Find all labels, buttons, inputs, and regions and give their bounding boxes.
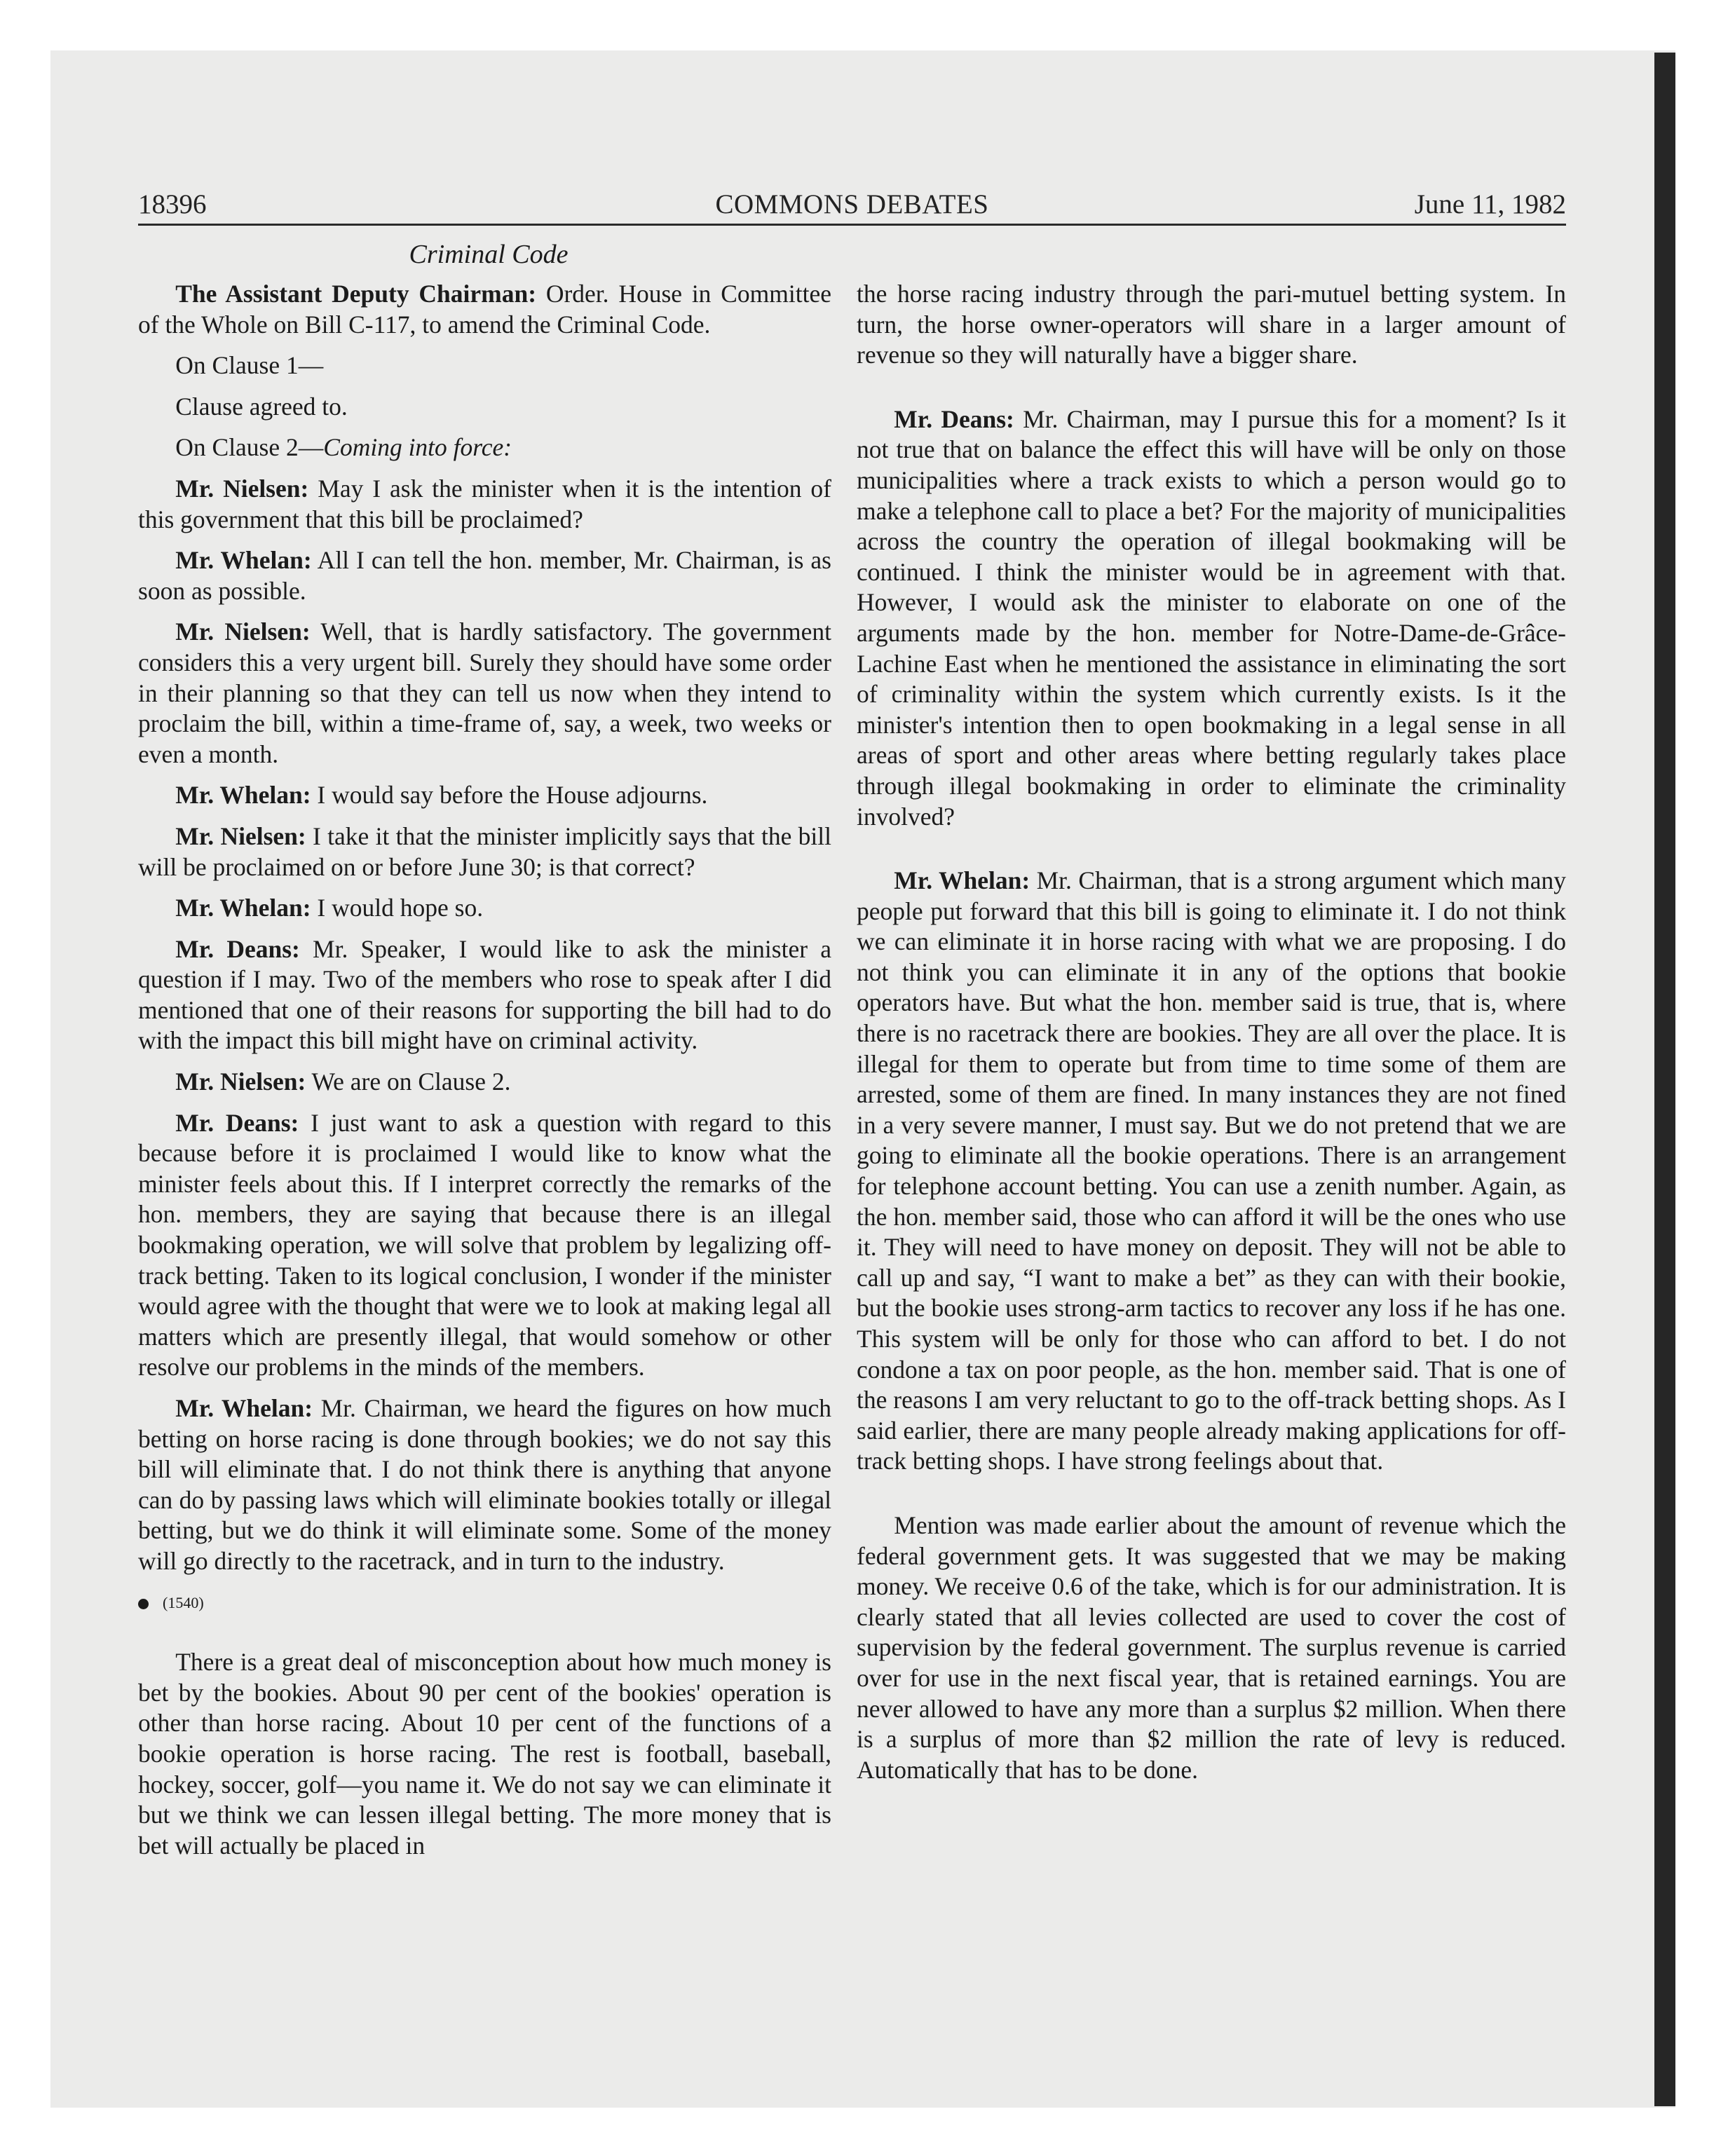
- speech-text: There is a great deal of misconception about how much money is bet by the bookies. About 90 per cent of the bookies' operation is other than horse racing. About 10 per cent of the functions of a bookie operation is horse racing. The rest is football, baseball, hockey, soccer, golf—you name it. We do not say we can eliminate it but we think we can lessen illegal betting. The more money that is bet will actually be placed in: [138, 1648, 831, 1860]
- paragraph: [138, 545, 831, 606]
- speaker: The Assistant Deputy Chairman:: [175, 280, 537, 308]
- paragraph: [138, 780, 831, 811]
- speaker: Mr. Deans:: [175, 1108, 299, 1137]
- header-rule: [138, 224, 1566, 226]
- speech-text: Mr. Chairman, that is a strong argument which many people put forward that this bill is going to eliminate it. I do not think we can eliminate it in horse racing with what we are proposing. I do not think you can eliminate it in any of the options that bookie operators have. But what the hon. member said is true, that is, where there is no racetrack there are bookies. They are all over the place. It is illegal for them to operate but from time to time some of them are arrested, some of them are fined. In many instances they are not fined in a very severe manner, I must say. But we do not pretend that we are going to eliminate all the bookie operations. There is an arrangement for telephone account betting. You can use a zenith number. Again, as the hon. member said, those who can afford it will be the ones who use it. They will need to have money on deposit. They will not be able to call up and say, “I want to make a bet” as they can with their bookie, but the bookie uses strong-arm tactics to recover any loss if he has one. This system will be only for those who can afford to bet. I do not condone a tax on poor people, as the hon. member said. That is one of the reasons I am very reluctant to go to the off-track betting shops. As I said earlier, there are many people already making applications for off-track betting shops. I have strong feelings about that.: [857, 866, 1566, 1475]
- speech-text: Well, that is hardly satisfactory. The government considers this a very urgent bill. Surely they should have some order in their planning so that they can tell us now when they intend to proclaim the bill, within a time-frame of, say, a week, two weeks or even a month.: [138, 618, 832, 768]
- speech-text: Order. House in Committee of the Whole on Bill C-117, to amend the Criminal Code.: [138, 280, 831, 339]
- speech-text: I would say before the House adjourns.: [311, 781, 708, 810]
- speech-text: Mr. Chairman, may I pursue this for a moment? Is it not true that on balance the effect this will have will be only on those municipalities where a track exists to which a person would go to make a telephone call to place a bet? For the majority of municipalities across the country the operation of illegal bookmaking will be continued. I think the minister would be in agreement with that. However, I would ask the minister to elaborate on one of the arguments made by the hon. member for Notre-Dame-de-Grâce-Lachine East when he mentioned the assistance in eliminating the sort of criminality within the system which currently exists. Is it the minister's intention then to open bookmaking in a legal sense in all areas of sport and other areas where betting regularly takes place through illegal bookmaking in order to eliminate the criminality involved?: [857, 404, 1566, 831]
- paragraph: [138, 617, 831, 770]
- paragraph: [138, 1647, 831, 1861]
- scan-edge-shadow: [1654, 53, 1675, 2106]
- speech-text: Mr. Chairman, we heard the figures on how much betting on horse racing is done through bookies; we do not say this bill will eliminate that. I do not think there is anything that anyone can do by passing laws which will eliminate bookies totally or illegal betting, but we do think it will eliminate some. Some of the money will go directly to the racetrack, and in turn to the industry.: [138, 1394, 831, 1575]
- speaker: Mr. Nielsen:: [175, 474, 309, 503]
- speaker: Mr. Whelan:: [894, 866, 1030, 895]
- clause-text: Clause agreed to.: [175, 392, 348, 421]
- paragraph: [138, 279, 831, 340]
- paragraph: [138, 432, 831, 463]
- speaker: Mr. Whelan:: [175, 1394, 313, 1422]
- page-header: [138, 184, 1566, 226]
- speaker: Mr. Whelan:: [175, 546, 312, 575]
- page-date: June 11, 1982: [1414, 189, 1566, 219]
- paragraph: [138, 474, 831, 535]
- paragraph: [857, 1510, 1566, 1785]
- time-stamp: (1540): [163, 1593, 204, 1611]
- paragraph: [857, 279, 1566, 371]
- speech-text: May I ask the minister when it is the intention of this government that this bill be proclaimed?: [138, 474, 831, 533]
- speaker: Mr. Whelan:: [175, 781, 311, 810]
- publication-title: COMMONS DEBATES: [715, 189, 989, 219]
- time-marker: [138, 1588, 831, 1618]
- paragraph: [138, 1067, 831, 1098]
- speaker: Mr. Nielsen:: [175, 821, 306, 850]
- paragraph: [857, 404, 1566, 832]
- right-column: [857, 279, 1566, 1796]
- paragraph: [138, 350, 831, 381]
- speech-text: We are on Clause 2.: [306, 1067, 511, 1096]
- paragraph: [138, 893, 831, 924]
- clause-text: On Clause 1—: [175, 351, 324, 380]
- speech-text: the horse racing industry through the pari-mutuel betting system. In turn, the horse owner-operators will share in a larger amount of revenue so they will naturally have a bigger share.: [857, 280, 1566, 369]
- speech-text: I would hope so.: [311, 894, 484, 922]
- speaker: Mr. Whelan:: [175, 894, 311, 922]
- speaker: Mr. Nielsen:: [175, 1067, 306, 1096]
- paragraph: [138, 1108, 831, 1383]
- speaker: Mr. Deans:: [175, 934, 300, 963]
- speaker: Mr. Nielsen:: [175, 618, 311, 646]
- speech-text: I just want to ask a question with regard to this because before it is proclaimed I would like to know what the minister feels about this. If I interpret correctly the remarks of the hon. members, they are saying that because there is an illegal bookmaking operation, we will solve that problem by legalizing off-track betting. Taken to its logical conclusion, I wonder if the minister would agree with the thought that were we to look at making legal all matters which are presently illegal, that would somehow or other resolve our problems in the minds of the members.: [138, 1108, 831, 1381]
- speech-text: Mention was made earlier about the amount of revenue which the federal government gets. It was suggested that we may be making money. We receive 0.6 of the take, which is for our administration. It is clearly stated that all levies collected are used to cover the cost of supervision by the federal government. The surplus revenue is carried over for use in the next fiscal year, that is retained earnings. You are never allowed to have any more than a surplus $2 million. When there is a surplus of more than $2 million the rate of levy is reduced. Automatically that has to be done.: [857, 1510, 1566, 1784]
- page-number: 18396: [138, 189, 207, 219]
- paragraph: [138, 1393, 831, 1577]
- section-title: Criminal Code: [409, 240, 569, 269]
- paragraph: [138, 392, 831, 423]
- clause-text: On Clause 2—: [175, 433, 324, 462]
- speech-text: All I can tell the hon. member, Mr. Chairman, is as soon as possible.: [138, 546, 831, 605]
- speech-text: I take it that the minister implicitly says that the bill will be proclaimed on or before June 30; is that correct?: [138, 821, 832, 881]
- clause-italic: Coming into force:: [323, 433, 512, 462]
- paragraph: [857, 866, 1566, 1477]
- paragraph: [138, 934, 831, 1056]
- speaker: Mr. Deans:: [894, 404, 1014, 433]
- bullet-icon: [138, 1599, 149, 1609]
- left-column: [138, 279, 831, 1871]
- speech-text: Mr. Speaker, I would like to ask the minister a question if I may. Two of the members who rose to speak after I did mentioned that one of their reasons for supporting the bill had to do with the impact this bill might have on criminal activity.: [138, 934, 831, 1055]
- paragraph: [138, 821, 831, 882]
